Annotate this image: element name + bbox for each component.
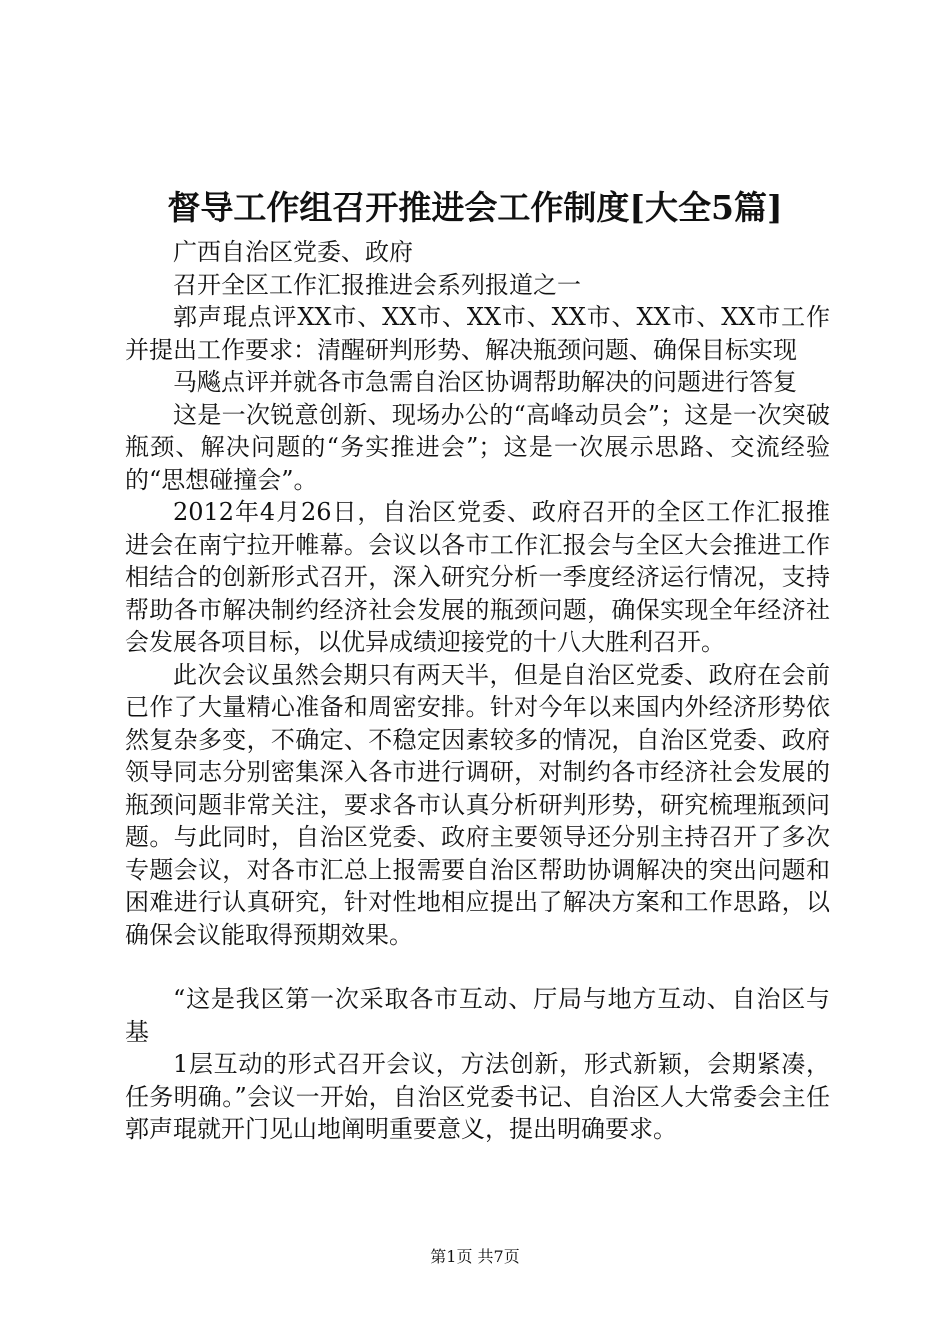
paragraph: 1层互动的形式召开会议，方法创新，形式新颖，会期紧凑，任务明确。”会议一开始，自治区党委书记、自治区人大常委会主任郭声琨就开门见山地阐明重要意义，提出明确要求。 [125, 1050, 830, 1143]
paragraph: 马飚点评并就各市急需自治区协调帮助解决的问题进行答复 [173, 368, 797, 396]
page-footer [0, 1247, 950, 1267]
paragraph: 召开全区工作汇报推进会系列报道之一 [173, 270, 581, 299]
document-body [125, 236, 830, 1146]
page-number: 第1页 共7页 [430, 1247, 520, 1266]
paragraph: 郭声琨点评XX市、XX市、XX市、XX市、XX市、XX市工作并提出工作要求：清醒研判形势、解决瓶颈问题、确保目标实现 [125, 303, 830, 364]
paragraph: 2012年4月26日，自治区党委、政府召开的全区工作汇报推进会在南宁拉开帷幕。会议以各市工作汇报会与全区大会推进工作相结合的创新形式召开，深入研究分析一季度经济运行情况，支持帮助各市解决制约经济社会发展的瓶颈问题，确保实现全年经济社会发展各项目标，以优异成绩迎接党的十八大胜利召开。 [125, 498, 830, 656]
paragraph: “这是我区第一次采取各市互动、厅局与地方互动、自治区与基 [125, 985, 830, 1046]
document-title: 督导工作组召开推进会工作制度[大全5篇] [167, 188, 783, 227]
paragraph: 此次会议虽然会期只有两天半，但是自治区党委、政府在会前已作了大量精心准备和周密安排。针对今年以来国内外经济形势依然复杂多变，不确定、不稳定因素较多的情况，自治区党委、政府领导同志分别密集深入各市进行调研，对制约各市经济社会发展的瓶颈问题非常关注，要求各市认真分析研判形势，研究梳理瓶颈问题。与此同时，自治区党委、政府主要领导还分别主持召开了多次专题会议，对各市汇总上报需要自治区帮助协调解决的突出问题和困难进行认真研究，针对性地相应提出了解决方案和工作思路，以确保会议能取得预期效果。 [125, 660, 830, 949]
paragraph: 广西自治区党委、政府 [173, 238, 413, 266]
paragraph: 这是一次锐意创新、现场办公的“高峰动员会”；这是一次突破瓶颈、解决问题的“务实推进会”；这是一次展示思路、交流经验的“思想碰撞会”。 [125, 400, 830, 494]
